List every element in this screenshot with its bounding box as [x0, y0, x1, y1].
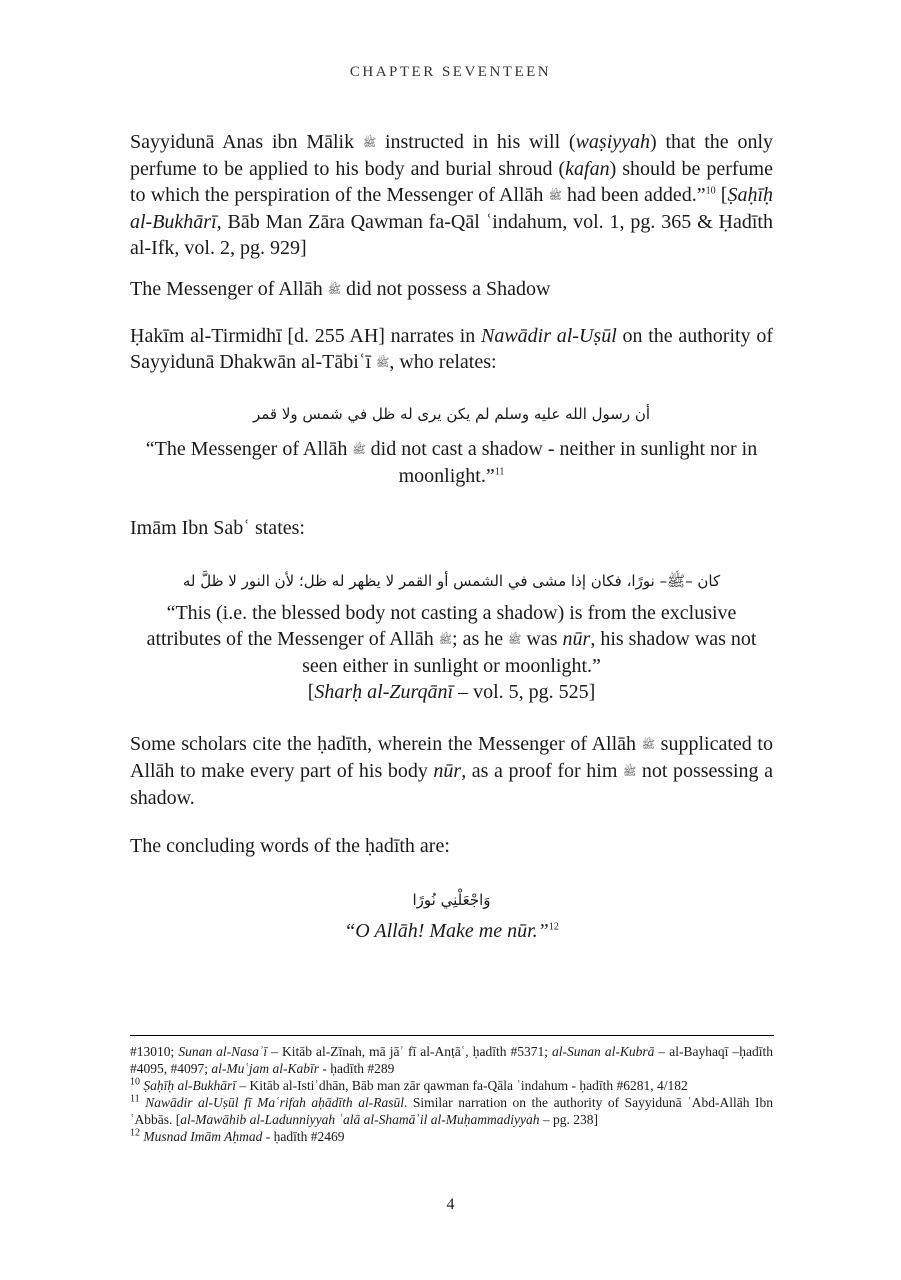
paragraph-ibn-saba: Imām Ibn Sabʿ states: [130, 517, 305, 539]
salutation-icon: ﷺ [352, 443, 366, 456]
radi-allahu-anhu-icon: ﷺ [376, 356, 390, 369]
salutation-icon: ﷺ [438, 633, 453, 646]
footnote-11: $^{11}$ Nawādir al-Uṣūl fī Maʿrifah aḥādīth al-Rasūl. Similar narration on the authority of Sayyidunā ʿAbd-Allāh Ibn ʿAbbās. [al-Mawāhib al-Ladunniyyah ʿalā al-Shamāʾil al-Muḥammadiyyah – pg. 238] [130, 1093, 774, 1127]
footnote-continuation: #13010; Sunan al-Nasaʾī – Kitāb al-Zīnah, mā jāʾ fī al-Anṭāʿ, ḥadīth #5371; al-Sunan al-Kubrā – al-Bayhaqī –ḥadīth #4095, #4097; al-Muʿjam al-Kabīr - ḥadīth #289 [130, 1044, 773, 1076]
quote-2-translation: “This (i.e. the blessed body not casting a shadow) is from the exclusive attributes of the Messenger of Allāh ﷺ; as he ﷺ was nūr, his shadow was not seen either in sunlight or moonlight.” [Sharḥ al-Zurqānī – vol. 5, pg. 525] [146, 602, 757, 703]
section-heading: The Messenger of Allāh ﷺ did not possess a Shadow [130, 278, 551, 300]
paragraph-tirmidhi: Ḥakīm al-Tirmidhī [d. 255 AH] narrates in Nawādir al-Uṣūl on the authority of Sayyidunā Dhakwān al-Tābiʿī ﷺ, who relates: [130, 325, 773, 373]
salutation-icon: ﷺ [508, 633, 522, 646]
chapter-header: CHAPTER SEVENTEEN [349, 64, 552, 80]
paragraph-concluding: The concluding words of the ḥadīth are: [130, 835, 450, 857]
salutation-icon: ﷺ [622, 765, 637, 778]
paragraph-scholars: Some scholars cite the ḥadīth, wherein the Messenger of Allāh ﷺ supplicated to Allāh to make every part of his body nūr, as a proof for him ﷺ not possessing a shadow. [130, 733, 773, 809]
footnotes [130, 1043, 773, 1145]
quote-3-translation: “O Allāh! Make me nūr.”$^{12}$ [344, 920, 559, 942]
footnote-10: $^{10}$ Ṣaḥīḥ al-Bukhārī – Kitāb al-Istiʾdhān, Bāb man zār qawman fa-Qāla ʿindahum - ḥadīth #6281, 4/182 [130, 1076, 688, 1093]
footnote-ref-11[interactable]: 11 [494, 466, 505, 478]
footnote-12: $^{12}$ Musnad Imām Aḥmad - ḥadīth #2469 [130, 1127, 345, 1144]
arabic-quote-1: أن رسول الله عليه وسلم لم يكن يرى له ظل في شمس ولا قمر [252, 405, 651, 423]
salutation-icon: ﷺ [327, 283, 342, 296]
arabic-quote-3: وَاجْعَلْنِي نُورًا [412, 891, 491, 909]
paragraph-anas-will: Sayyidunā Anas ibn Mālik ﷺ instructed in his will (waṣiyyah) that the only perfume to be applied to his body and burial shroud (kafan) should be perfume to which the perspiration of the Messenger of Allāh ﷺ had been added.”$^{10}$ [Ṣaḥīḥ al-Bukhārī, Bāb Man Zāra Qawman fa-Qāl ʿindahum, vol. 1, pg. 365 & Ḥadīth al-Ifk, vol. 2, pg. 929] [130, 131, 774, 259]
salutation-icon: ﷺ [548, 189, 562, 202]
footnote-ref-12[interactable]: 12 [548, 921, 559, 933]
radi-allahu-anhu-icon: ﷺ [362, 136, 377, 149]
arabic-quote-2: كان –ﷺ– نورًا، فكان إذا مشى في الشمس أو القمر لا يظهر له ظل؛ لأن النور لا ظلَّ له [182, 572, 721, 590]
footnote-ref-10[interactable]: 10 [705, 185, 716, 197]
salutation-icon: ﷺ [641, 738, 655, 751]
footnote-divider [130, 1035, 774, 1036]
page-number: 4 [446, 1196, 455, 1213]
quote-1-translation: “The Messenger of Allāh ﷺ did not cast a shadow - neither in sunlight nor in moonlight.”$^{11}$ [145, 438, 758, 487]
